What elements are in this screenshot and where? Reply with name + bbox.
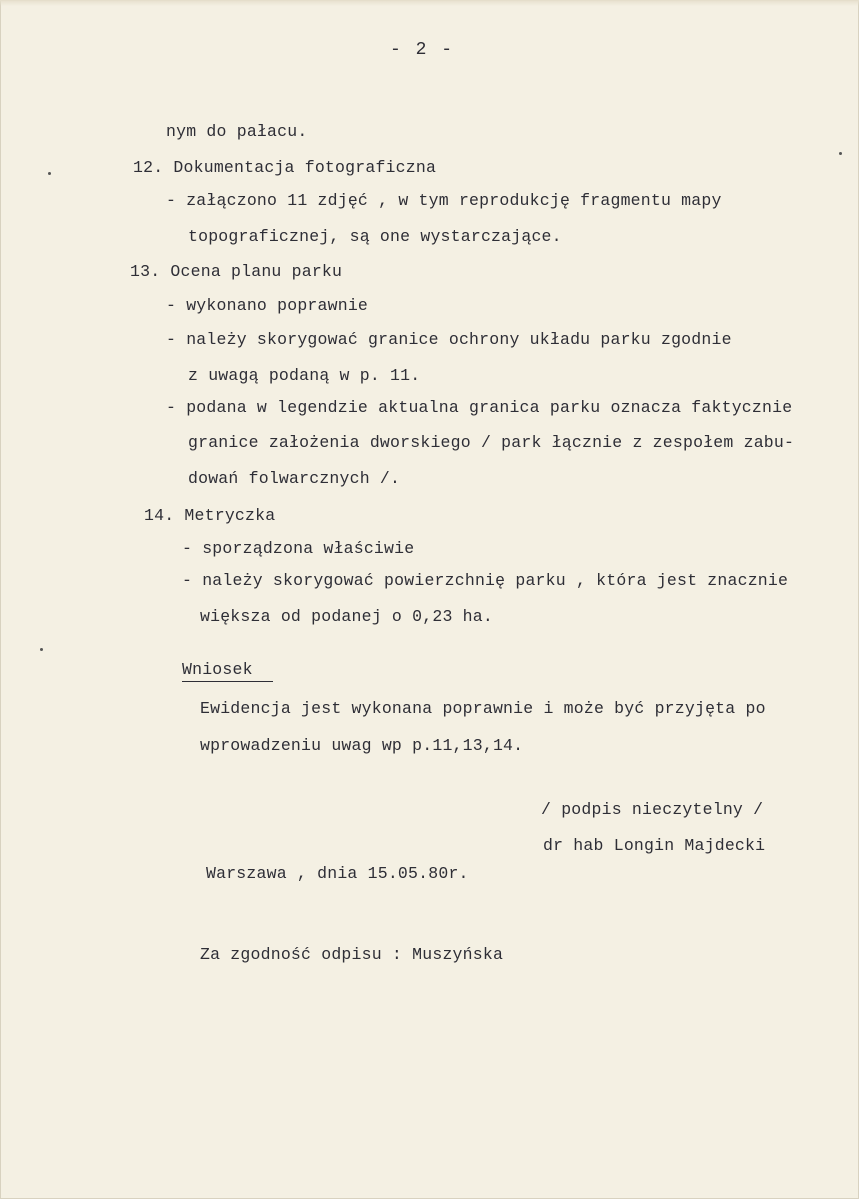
paper-speck: [40, 648, 43, 651]
conclusion-line-1: Ewidencja jest wykonana poprawnie i może być przyjęta po: [200, 699, 766, 718]
text-line-13: - sporządzona właściwie: [182, 539, 415, 558]
text-line-3: - załączono 11 zdjęć , w tym reprodukcję fragmentu mapy: [166, 191, 722, 210]
page-number: - 2 -: [390, 40, 455, 60]
text-line-14: - należy skorygować powierzchnię parku , która jest znacznie: [182, 571, 789, 590]
conclusion-line-2: wprowadzeniu uwag wp p.11,13,14.: [200, 736, 524, 755]
text-line-11: dowań folwarcznych /.: [188, 469, 401, 488]
text-line-1: nym do pałacu.: [166, 122, 308, 141]
conclusion-heading: Wniosek: [182, 660, 273, 682]
certification-line: Za zgodność odpisu : Muszyńska: [200, 945, 504, 964]
paper-edge: [0, 0, 859, 6]
signature-note: / podpis nieczytelny /: [541, 800, 764, 819]
signature-name: dr hab Longin Majdecki: [543, 836, 766, 855]
text-line-7: - należy skorygować granice ochrony układu parku zgodnie: [166, 330, 732, 349]
place-date: Warszawa , dnia 15.05.80r.: [206, 864, 469, 883]
section-12-heading: 12. Dokumentacja fotograficzna: [133, 158, 437, 177]
text-line-4: topograficznej, są one wystarczające.: [188, 227, 562, 246]
text-line-10: granice założenia dworskiego / park łącznie z zespołem zabu-: [188, 433, 795, 452]
paper-speck: [839, 152, 842, 155]
text-line-15: większa od podanej o 0,23 ha.: [200, 607, 493, 626]
section-13-heading: 13. Ocena planu parku: [130, 262, 343, 281]
section-14-heading: 14. Metryczka: [144, 506, 276, 525]
text-line-6: - wykonano poprawnie: [166, 296, 369, 315]
text-line-9: - podana w legendzie aktualna granica parku oznacza faktycznie: [166, 398, 793, 417]
text-line-8: z uwagą podaną w p. 11.: [188, 366, 421, 385]
paper-speck: [48, 172, 51, 175]
